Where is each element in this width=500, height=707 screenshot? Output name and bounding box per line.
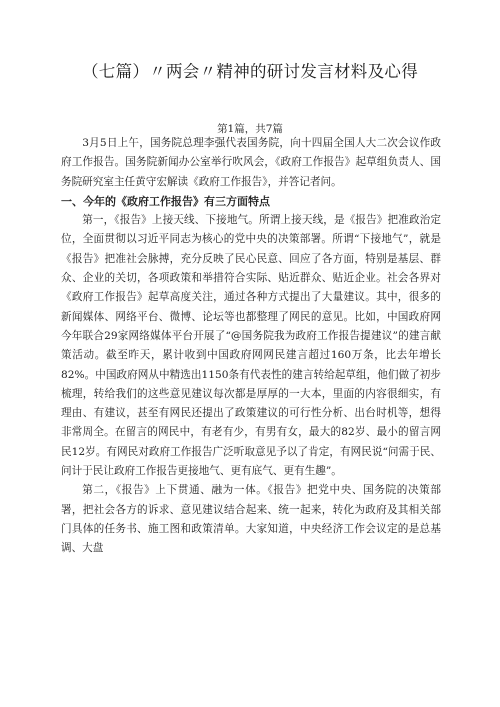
intro-paragraph: 3月5日上午，国务院总理李强代表国务院，向十四届全国人大二次会议作政府工作报告。国务院新闻办公室举行吹风会，《政府工作报告》起草组负责人、国务院研究室主任黄守宏解读《政府工作报告》，并答记者问。 [61, 137, 441, 188]
document-body [61, 134, 441, 559]
section-heading: 一、今年的《政府工作报告》有三方面特点 [61, 194, 270, 208]
document-title: （七篇）〃两会〃精神的研讨发言材料及心得 [82, 62, 418, 81]
body-paragraph-1: 第一，《报告》上接天线、下接地气。所谓上接天线，是《报告》把准政治定位，全面贯彻以习近平同志为核心的党中央的决策部署。所谓“下接地气”，就是《报告》把准社会脉搏，充分反映了民心民意、回应了各方面，特别是基层、群众、企业的关切，各项政策和举措符合实际、贴近群众、贴近企业。社会各界对《政府工作报告》起草高度关注，通过各种方式提出了大量建议。其中，很多的新闻媒体、网络平台、微博、论坛等也都整理了网民的意见。比如，中国政府网今年联合29家网络媒体平台开展了“@国务院我为政府工作报告提建议”的建言献策活动。截至昨天，累计收到中国政府网网民建言超过160万条，比去年增长82%。中国政府网从中精选出1150条有代表性的建言转给起草组，他们做了初步梳理，转给我们的这些意见建议每次都是厚厚的一大本，里面的内容很细实，有理由、有建议，甚至有网民还提出了政策建议的可行性分析、出台时机等，想得非常周全。在留言的网民中，有老有少，有男有女，最大的82岁、最小的留言网民12岁。有网民对政府工作报告广泛听取意见予以了肯定，有网民说“问需于民、问计于民让政府工作报告更接地气、更有底气、更有生趣”。 [61, 214, 441, 478]
page-indicator: 第1篇，共7篇 [217, 123, 283, 135]
body-paragraph-2: 第二，《报告》上下贯通、融为一体。《报告》把党中央、国务院的决策部署，把社会各方的诉求、意见建议结合起来、统一起来，转化为政府及其相关部门具体的任务书、施工图和政策清单。大家知道，中央经济工作会议定的是总基调、大盘 [61, 484, 441, 555]
